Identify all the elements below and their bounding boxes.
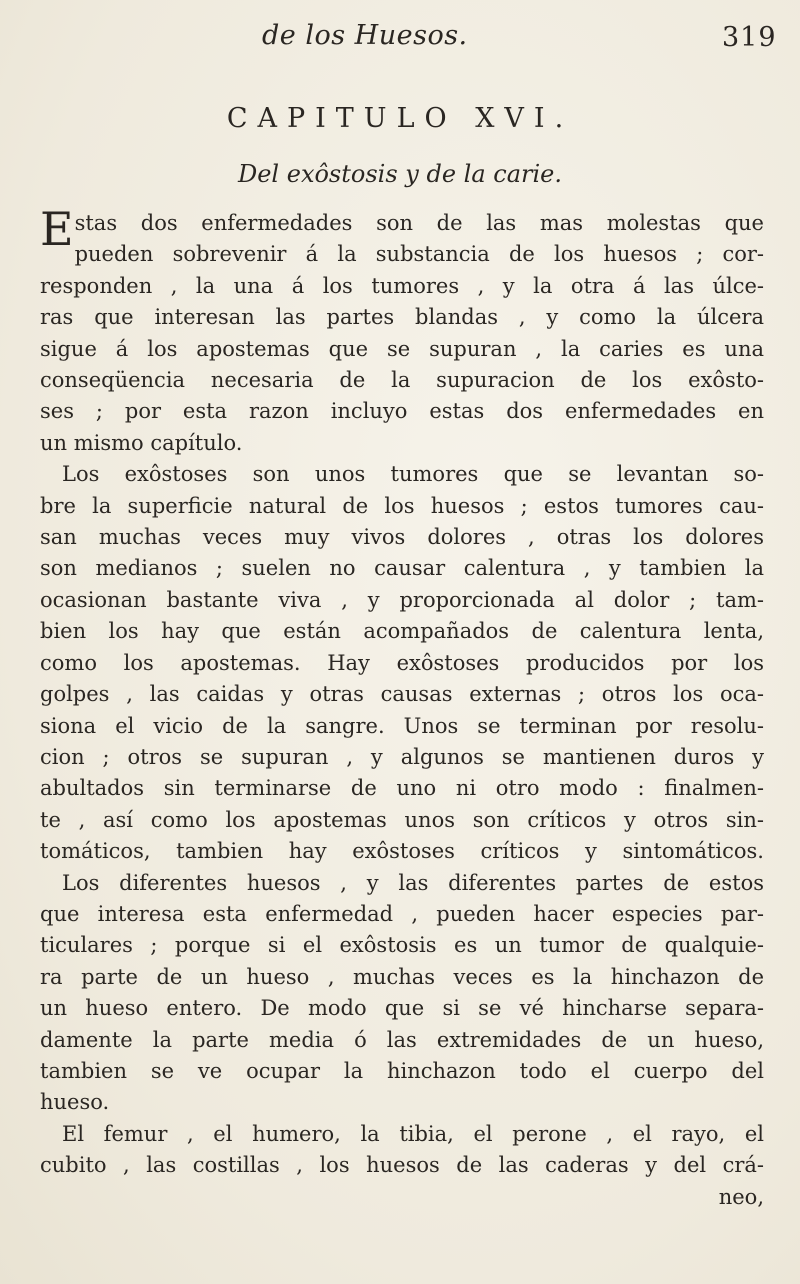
text-line: sigue á los apostemas que se supuran , la caries es una xyxy=(40,336,764,361)
chapter-subtitle: Del exôstosis y de la carie. xyxy=(237,160,562,188)
text-line: que interesa esta enfermedad , pueden hacer especies par- xyxy=(40,901,764,926)
text-line: tambien se ve ocupar la hinchazon todo el cuerpo del xyxy=(40,1058,764,1083)
text-line: responden , la una á los tumores , y la otra á las úlce- xyxy=(40,273,764,298)
text-line: El femur , el humero, la tibia, el perone , el rayo, el xyxy=(62,1121,764,1146)
text-line: tomáticos, tambien hay exôstoses críticos y sintomáticos. xyxy=(40,839,764,864)
page-number: 319 xyxy=(722,22,777,53)
text-line: bre la superficie natural de los huesos ; estos tumores cau- xyxy=(40,493,764,518)
running-title: de los Huesos. xyxy=(262,20,468,51)
text-line: Los diferentes huesos , y las diferentes partes de estos xyxy=(62,870,764,895)
paragraph-3 xyxy=(40,868,764,1119)
text-line: Los exôstoses son unos tumores que se levantan so- xyxy=(62,462,764,487)
text-line: siona el vicio de la sangre. Unos se terminan por resolu- xyxy=(40,713,764,738)
text-line: ticulares ; porque si el exôstosis es un tumor de qualquie- xyxy=(40,933,764,958)
body-text xyxy=(40,202,764,1213)
text-line: un mismo capítulo. xyxy=(40,430,243,455)
text-line: son medianos ; suelen no causar calentura , y tambien la xyxy=(40,556,764,581)
running-header xyxy=(0,18,800,58)
text-line: hueso. xyxy=(40,1090,110,1115)
text-line: ocasionan bastante viva , y proporcionada al dolor ; tam- xyxy=(40,587,764,612)
text-line: golpes , las caidas y otras causas externas ; otros los oca- xyxy=(40,682,764,707)
text-line: pueden sobrevenir á la substancia de los huesos ; cor- xyxy=(74,242,764,267)
paragraph-1 xyxy=(40,202,764,459)
text-line: te , así como los apostemas unos son críticos y otros sin- xyxy=(40,807,764,832)
text-line: abultados sin terminarse de uno ni otro modo : finalmen- xyxy=(40,776,764,801)
text-line: cubito , las costillas , los huesos de las caderas y del crá- xyxy=(40,1153,764,1178)
paragraph-4 xyxy=(40,1119,764,1213)
text-line: damente la parte media ó las extremidades de un hueso, xyxy=(40,1027,764,1052)
text-line: ra parte de un hueso , muchas veces es la hinchazon de xyxy=(40,964,764,989)
text-line: cion ; otros se supuran , y algunos se mantienen duros y xyxy=(40,744,764,769)
catchword: neo, xyxy=(718,1184,764,1209)
text-line: conseqüencia necesaria de la supuracion de los exôsto- xyxy=(40,368,764,393)
text-line: ses ; por esta razon incluyo estas dos enfermedades en xyxy=(40,399,764,424)
text-line: un hueso entero. De modo que si se vé hincharse separa- xyxy=(40,996,764,1021)
paragraph-2 xyxy=(40,459,764,867)
chapter-heading: CAPITULO XVI. xyxy=(226,103,574,134)
text-line: como los apostemas. Hay exôstoses producidos por los xyxy=(40,650,764,675)
text-line: san muchas veces muy vivos dolores , otras los dolores xyxy=(40,525,764,550)
text-line: bien los hay que están acompañados de calentura lenta, xyxy=(40,619,764,644)
drop-cap: E xyxy=(40,202,74,256)
text-line: stas dos enfermedades son de las mas molestas que xyxy=(74,211,764,235)
text-line: ras que interesan las partes blandas , y como la úlcera xyxy=(40,305,764,330)
